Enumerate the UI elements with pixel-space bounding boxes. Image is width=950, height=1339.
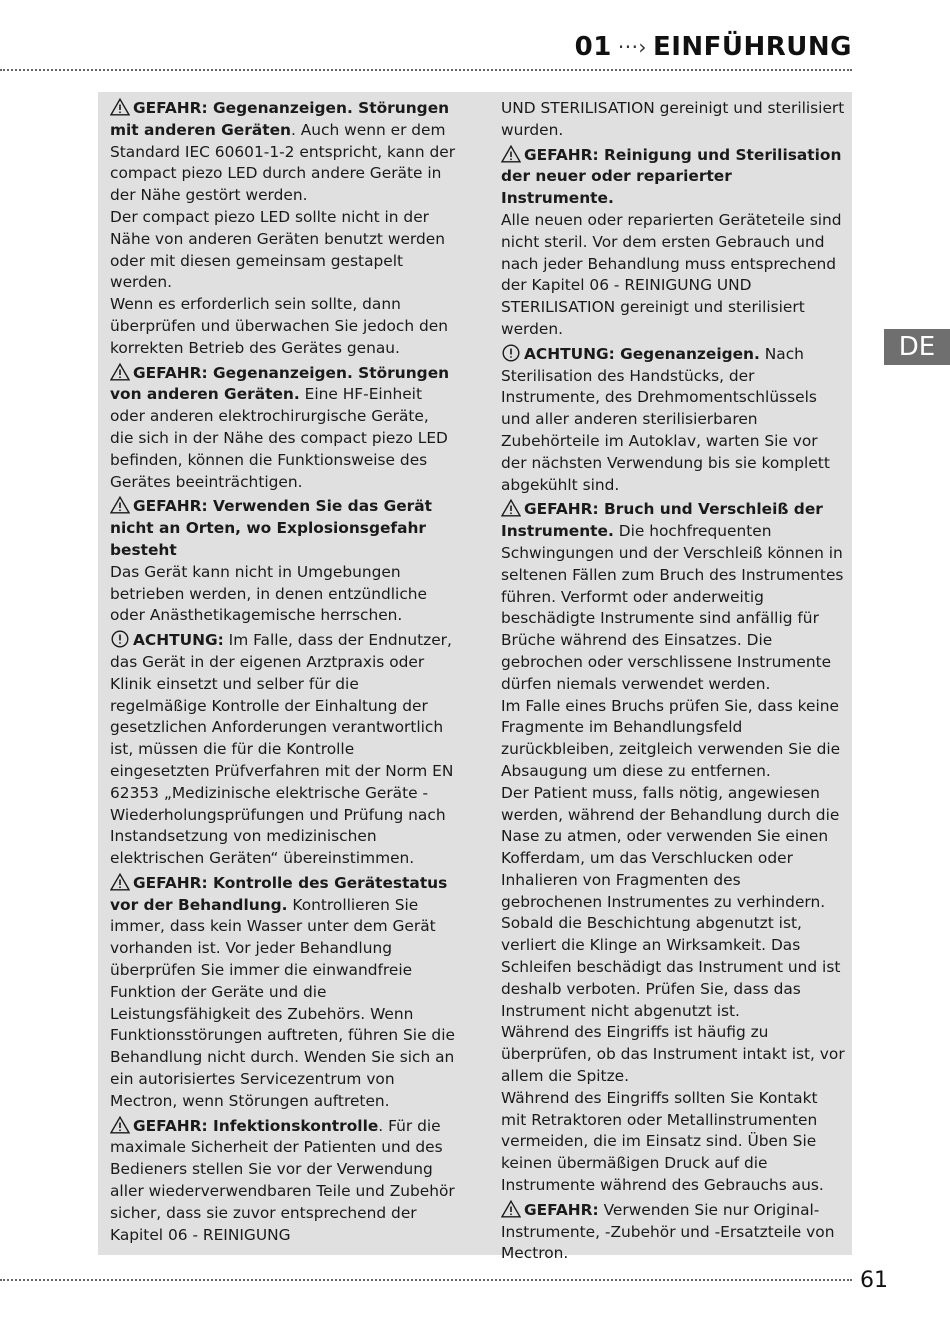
note-title: GEFAHR: Bruch und Verschleiß der Instrumente. [501,500,823,541]
safety-note [501,1200,846,1265]
note-paragraph [501,145,846,341]
note-text: Der compact piezo LED sollte nicht in der Nähe von anderen Geräten benutzt werden oder mit diesen gemeinsam gestapelt werden. [110,207,445,292]
warning-triangle-icon [110,496,130,514]
note-title: GEFAHR: Infektionskontrolle [133,1116,379,1135]
note-paragraph [110,1116,456,1247]
note-paragraph [501,1200,846,1265]
warning-triangle-icon [501,1200,521,1218]
warning-triangle-icon [110,1116,130,1134]
safety-notes-box [98,92,852,1263]
note-text: Das Gerät kann nicht in Umgebungen betrieben werden, in denen entzündliche oder Anästhetikagemische herrschen. [110,562,428,625]
note-paragraph [501,499,846,695]
safety-note [110,98,456,360]
warning-triangle-icon [110,873,130,891]
note-text: Wenn es erforderlich sein sollte, dann überprüfen und überwachen Sie jedoch den korrekten Betrieb des Gerätes genau. [110,295,448,357]
safety-note [501,344,846,497]
chapter-title: EINFÜHRUNG [652,32,852,62]
warning-triangle-icon [501,499,521,517]
note-paragraph [110,207,456,294]
note-text: Nach Sterilisation des Handstücks, der Instrumente, des Drehmomentschlüssels und aller anderen sterilisierbaren Zubehörteile im Autoklav, warten Sie vor der nächsten Verwendung bis sie komplett abgekühlt sind. [501,344,830,494]
note-title: GEFAHR: Kontrolle des Gerätestatus vor der Behandlung. [110,873,448,914]
note-paragraph [110,98,456,207]
left-column [110,98,456,1249]
note-text: Eine HF-Einheit oder anderen elektrochirurgische Geräte, die sich in der Nähe des compact piezo LED befinden, können die Funktionsweise des Gerätes beeinträchtigen. [110,385,448,491]
note-paragraph [110,630,456,870]
warning-triangle-icon [110,363,130,381]
note-title: GEFAHR: Reinigung und Sterilisation der neuer oder reparierter Instrumente. [501,145,842,208]
safety-note [110,630,456,870]
safety-note [110,496,456,627]
note-text: Kontrollieren Sie immer, dass kein Wasser unter dem Gerät vorhanden ist. Vor jeder Behandlung überprüfen Sie immer die einwandfreie Funktion der Geräte und die Leistungsfähigkeit des Zubehörs. Wenn Funktionsstörungen auftreten, führen Sie die Behandlung nicht durch. Wenden Sie sich an ein autorisiertes Servicezentrum von Mectron, wenn Störungen auftreten. [110,895,455,1110]
note-paragraph [501,913,846,1022]
warning-triangle-icon [110,98,130,116]
note-paragraph [501,1022,846,1087]
note-paragraph [501,783,846,914]
warning-triangle-icon [501,145,521,163]
note-title: GEFAHR: [524,1200,599,1219]
note-text: Während des Eingriffs sollten Sie Kontakt mit Retraktoren oder Metallinstrumenten vermeiden, die im Einsatz sind. Üben Sie keinen übermäßigen Druck auf die Instrumente während des Gebrauchs aus. [501,1088,824,1195]
safety-note [501,145,846,341]
note-title: GEFAHR: Gegenanzeigen. Störungen von anderen Geräten. [110,363,450,404]
note-text: Im Falle eines Bruchs prüfen Sie, dass keine Fragmente im Behandlungsfeld zurückbleiben, zeitgleich verwenden Sie die Absaugung um diese zu entfernen. [501,696,841,780]
note-text: Die hochfrequenten Schwingungen und der Verschleiß können in seltenen Fällen zum Bruch des Instrumentes führen. Verformt oder anderweitig beschädigte Instrumente sind anfällig für Brüche während des Einsatzes. Die gebrochen oder verschlissene Instrumente dürfen niemals verwendet werden. [501,522,844,693]
note-text: . Für die maximale Sicherheit der Patienten und des Bedieners stellen Sie vor der Verwendung aller wiederverwendbaren Teile und Zubehör sicher, dass sie zuvor entsprechend der Kapitel 06 - REINIGUNG [110,1116,455,1244]
note-text: Während des Eingriffs ist häufig zu überprüfen, ob das Instrument intakt ist, vor allem die Spitze. [501,1023,845,1086]
safety-note [110,363,456,494]
note-title: GEFAHR: Gegenanzeigen. Störungen mit anderen Geräten [110,99,450,139]
safety-note [501,499,846,1197]
dotted-arrow-icon: ···› [617,35,647,59]
safety-note [501,98,846,142]
chapter-number: 01 [574,32,612,62]
note-title: ACHTUNG: Gegenanzeigen. [524,344,760,363]
note-text: Alle neuen oder reparierten Geräteteile sind nicht steril. Vor dem ersten Gebrauch und nach jeder Behandlung muss entsprechend der Kapitel 06 - REINIGUNG UND STERILISATION gereinigt und sterilisiert werden. [501,210,842,338]
footer-divider [0,1279,852,1281]
note-paragraph [501,696,846,783]
note-paragraph [501,1088,846,1197]
note-paragraph [110,873,456,1113]
note-text: Verwenden Sie nur Original-Instrumente, -Zubehör und -Ersatzteile von Mectron. [501,1200,835,1263]
exclamation-circle-icon [110,630,130,648]
note-text: . Auch wenn er dem Standard IEC 60601-1-2 entspricht, kann der compact piezo LED durch andere Geräte in der Nähe gestört werden. [110,120,456,205]
note-paragraph [501,344,846,497]
right-column [501,98,846,1268]
language-tab: DE [884,329,950,365]
note-title: GEFAHR: Verwenden Sie das Gerät nicht an Orten, wo Explosionsgefahr besteht [110,497,433,559]
note-paragraph [110,294,456,359]
safety-note [110,1116,456,1247]
note-paragraph [110,363,456,494]
note-text: Im Falle, dass der Endnutzer, das Gerät in der eigenen Arztpraxis oder Klinik einsetzt und selber für die regelmäßige Kontrolle der Einhaltung der gesetzlichen Anforderungen verantwortlich ist, müssen die für die Kontrolle eingesetzten Prüfverfahren mit der Norm EN 62353 „Medizinische elektrische Geräte - Wiederholungsprüfungen und Prüfung nach Instandsetzung von medizinischen elektrischen Geräten“ übereinstimmen. [110,631,454,868]
note-text: Sobald die Beschichtung abgenutzt ist, verliert die Klinge an Wirksamkeit. Das Schleifen beschädigt das Instrument und ist deshalb verboten. Prüfen Sie, dass das Instrument nicht abgenutzt ist. [501,914,841,1020]
note-paragraph [501,98,846,142]
page-number: 61 [860,1268,888,1293]
note-title: ACHTUNG: [133,631,224,650]
exclamation-circle-icon [501,344,521,362]
header-divider [0,69,852,71]
note-text: UND STERILISATION gereinigt und sterilisiert wurden. [501,99,845,139]
note-paragraph [110,496,456,627]
safety-note [110,873,456,1113]
note-text: Der Patient muss, falls nötig, angewiesen werden, während der Behandlung durch die Nase zu atmen, oder verwenden Sie einen Kofferdam, um das Verschlucken oder Inhalieren von Fragmenten des gebrochenen Instrumentes zu verhindern. [501,783,840,911]
chapter-header [575,32,852,62]
